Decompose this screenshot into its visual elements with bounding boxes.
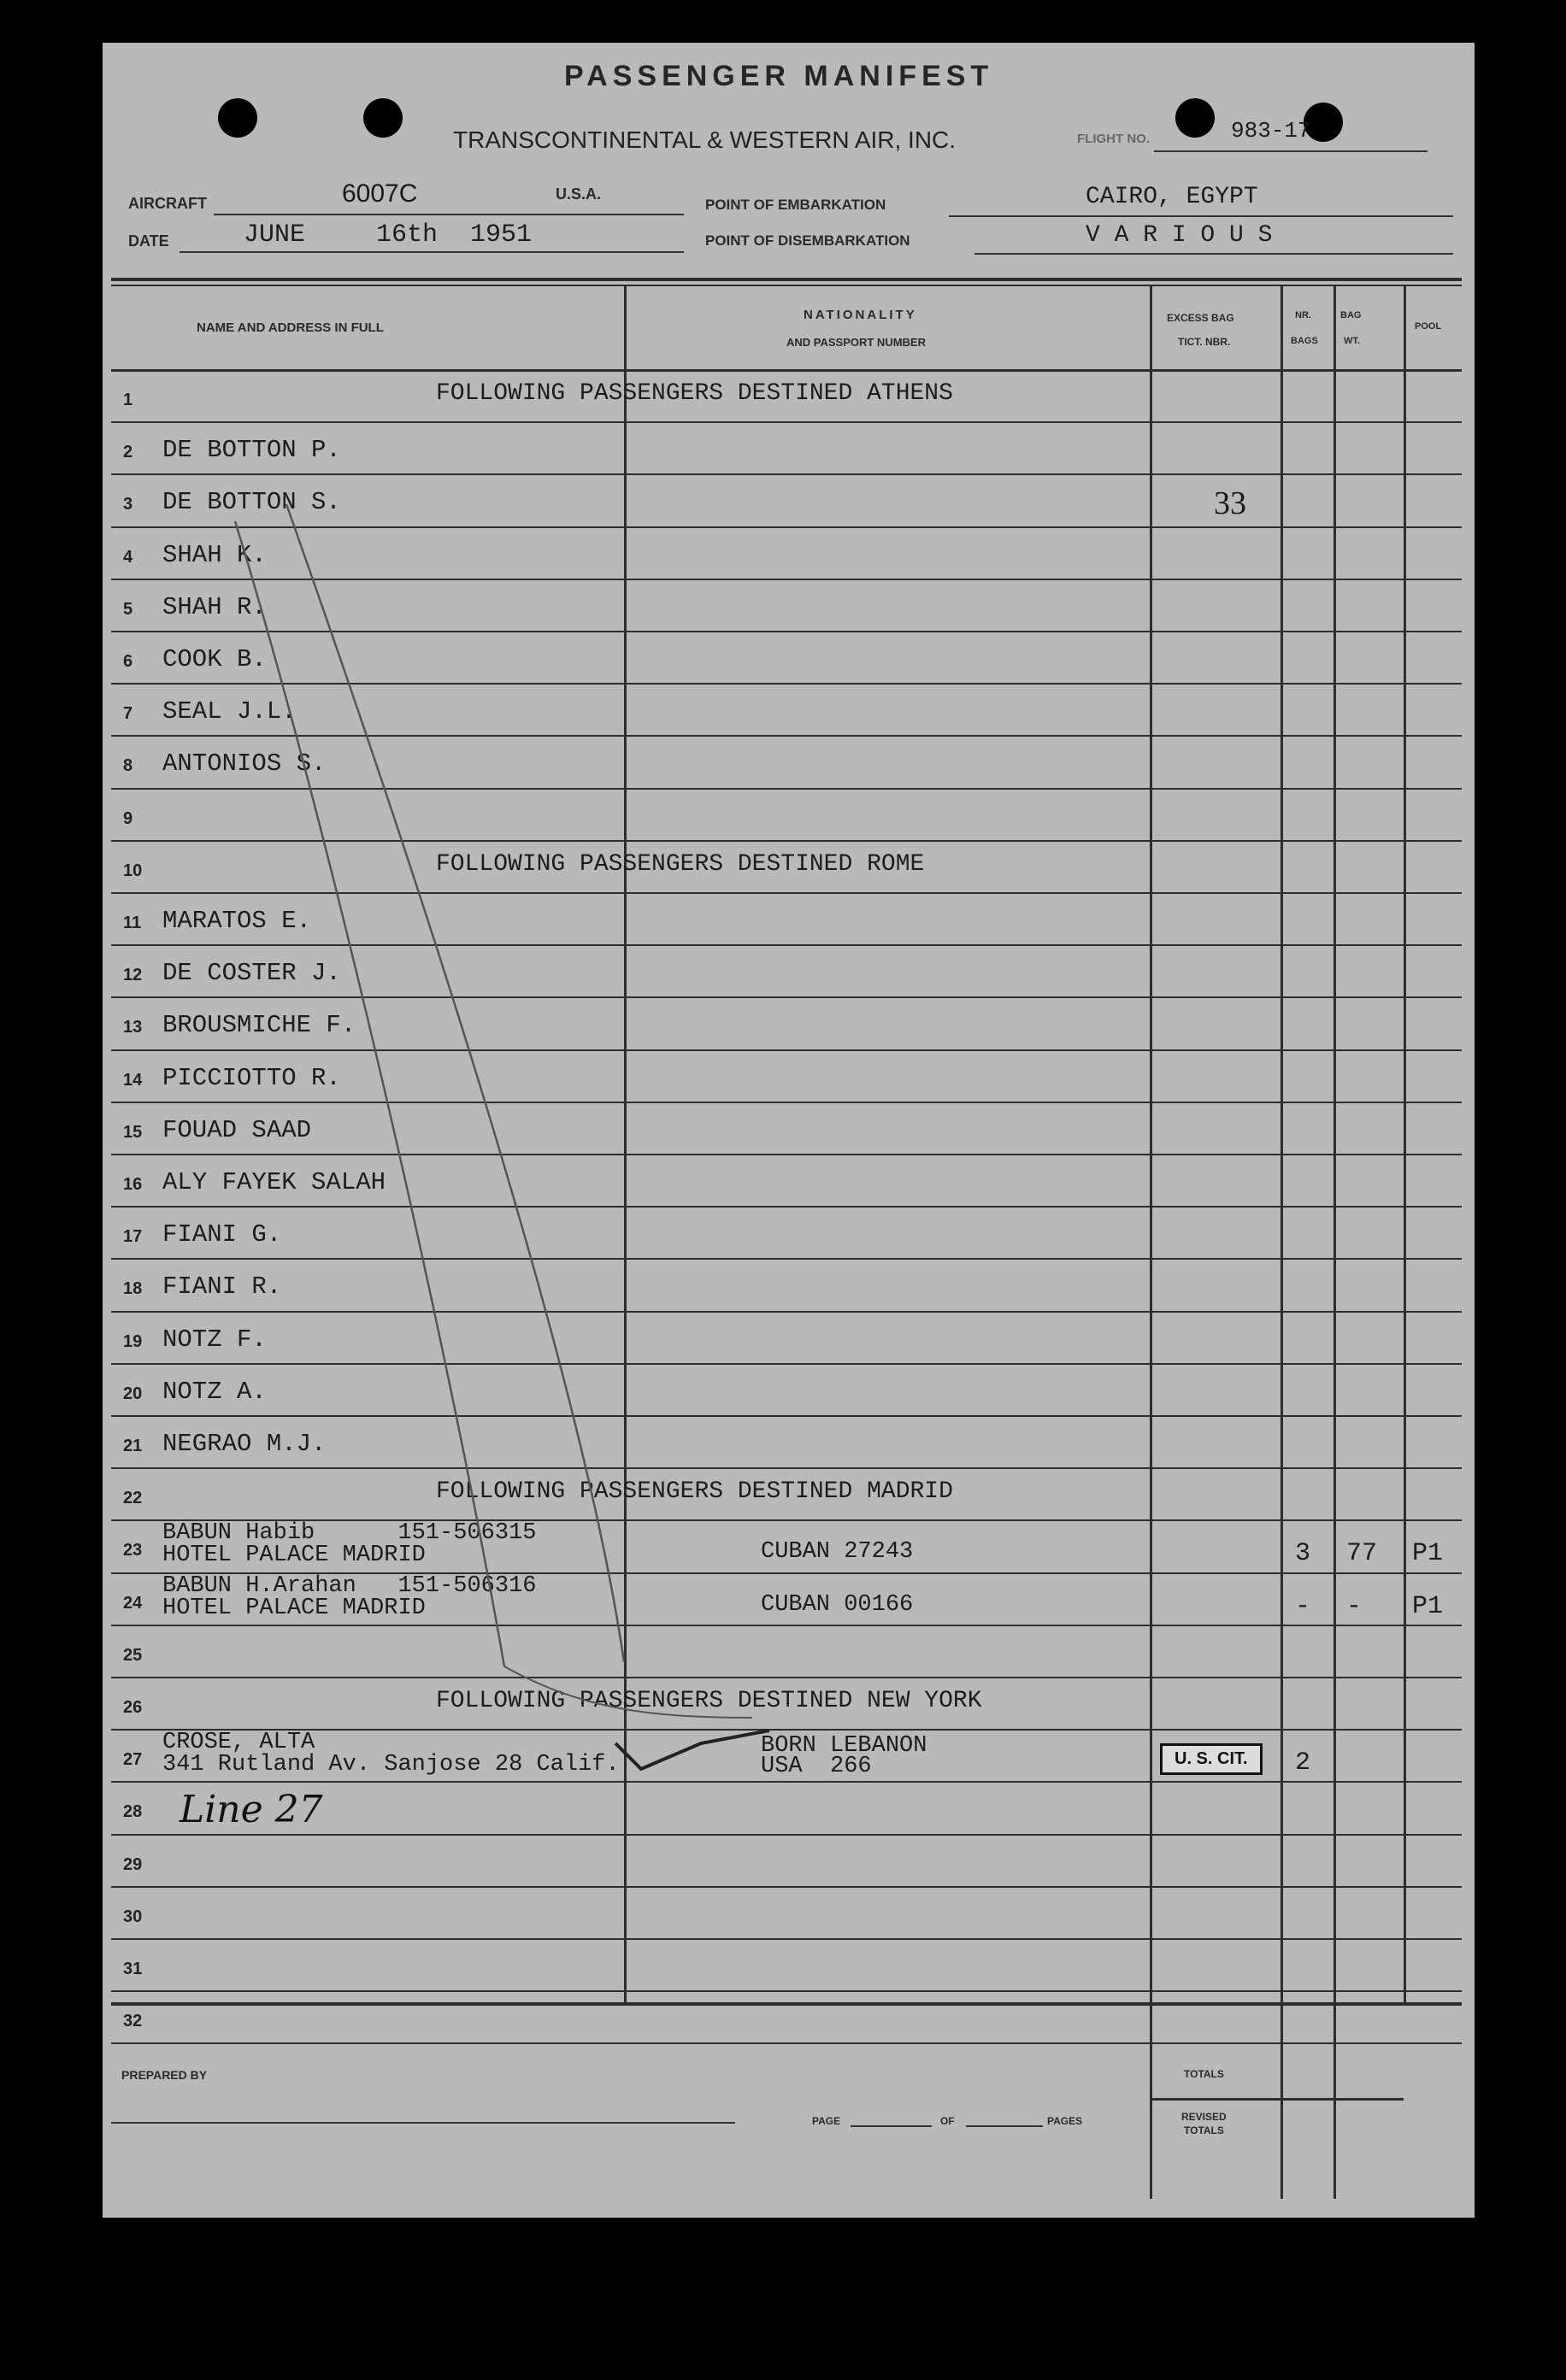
passenger-name: DE BOTTON P.: [162, 436, 341, 465]
passenger-name: NEGRAO M.J.: [162, 1430, 327, 1458]
passenger-name: DE BOTTON S.: [162, 488, 341, 517]
pool-code: P1: [1412, 1539, 1444, 1569]
col-header-nbags-2: BAGS: [1291, 336, 1318, 346]
passenger-name: FIANI R.: [162, 1272, 282, 1302]
of-label: OF: [940, 2115, 955, 2127]
flight-number: 983-17: [1231, 118, 1311, 144]
number-of-bags: 3: [1295, 1539, 1311, 1569]
row-number: 17: [123, 1227, 143, 1247]
embark-value: CAIRO, EGYPT: [1086, 184, 1258, 210]
nationality-passport: BORN LEBANON: [761, 1733, 927, 1760]
passenger-name: ANTONIOS S.: [162, 749, 327, 779]
row-number: 22: [123, 1489, 143, 1508]
row-number: 20: [123, 1384, 143, 1403]
pool-code: P1: [1412, 1591, 1444, 1621]
passenger-name: FIANI G.: [162, 1220, 282, 1249]
passenger-name: CROSE, ALTA: [162, 1730, 315, 1756]
destination-heading: FOLLOWING PASSENGERS DESTINED MADRID: [436, 1478, 953, 1506]
passenger-name: SHAH R.: [162, 592, 267, 621]
passenger-name: SHAH K.: [162, 540, 267, 569]
row-number: 15: [123, 1122, 143, 1142]
pencil-strike-marks: [103, 43, 1475, 2218]
revised-totals-label-2: TOTALS: [1184, 2124, 1224, 2136]
row-number: 3: [123, 495, 133, 514]
form-title: PASSENGER MANIFEST: [564, 60, 994, 92]
row-number: 27: [123, 1750, 143, 1770]
date-day: 16th: [376, 220, 439, 250]
company-name: TRANSCONTINENTAL & WESTERN AIR, INC.: [453, 126, 957, 153]
aircraft-value: 6007C: [342, 179, 418, 208]
passenger-name: MARATOS E.: [162, 907, 312, 935]
destination-heading: FOLLOWING PASSENGERS DESTINED ROME: [436, 850, 925, 878]
row-number: 19: [123, 1331, 143, 1351]
passenger-name: ALY FAYEK SALAH: [162, 1168, 386, 1196]
page-label: PAGE: [812, 2115, 841, 2127]
destination-heading: FOLLOWING PASSENGERS DESTINED NEW YORK: [436, 1688, 982, 1714]
row-number: 2: [123, 443, 133, 462]
passenger-name: PICCIOTTO R.: [162, 1063, 341, 1092]
excess-bag-ticket: 33: [1214, 485, 1246, 522]
handwritten-note: Line 27: [180, 1788, 323, 1832]
nationality-passport: CUBAN 00166: [761, 1591, 914, 1618]
passenger-name: NOTZ A.: [162, 1377, 267, 1406]
row-number: 7: [123, 704, 133, 724]
destination-heading: FOLLOWING PASSENGERS DESTINED ATHENS: [436, 380, 953, 407]
row-number: 10: [123, 861, 143, 880]
row-number: 14: [123, 1070, 143, 1090]
passenger-name: BABUN H.Arahan 151-506316: [162, 1572, 537, 1599]
row-number: 24: [123, 1593, 143, 1613]
row-number: 5: [123, 599, 133, 619]
col-header-pool: POOL: [1415, 321, 1442, 332]
row-number: 28: [123, 1802, 143, 1822]
bag-weight: -: [1346, 1591, 1363, 1621]
passenger-name: BROUSMICHE F.: [162, 1011, 356, 1040]
row-number: 26: [123, 1698, 143, 1717]
row-number: 23: [123, 1541, 143, 1560]
manifest-sheet: [103, 43, 1475, 2218]
date-month: JUNE: [244, 220, 306, 250]
totals-label: TOTALS: [1184, 2068, 1224, 2080]
row-number: 4: [123, 547, 133, 567]
embark-label: POINT OF EMBARKATION: [705, 197, 886, 213]
row-number: 29: [123, 1854, 143, 1874]
passenger-address: 341 Rutland Av. Sanjose 28 Calif.: [162, 1752, 620, 1778]
passenger-name: COOK B.: [162, 645, 267, 673]
passenger-address: HOTEL PALACE MADRID: [162, 1543, 426, 1569]
row-number: 16: [123, 1175, 143, 1194]
prepared-by-label: PREPARED BY: [121, 2068, 208, 2082]
disembark-label: POINT OF DISEMBARKATION: [705, 232, 910, 249]
bag-weight: 77: [1346, 1539, 1378, 1569]
pages-label: PAGES: [1047, 2115, 1083, 2127]
date-year: 1951: [470, 220, 533, 250]
row-number: 13: [123, 1018, 143, 1037]
passenger-name: SEAL J.L.: [162, 697, 297, 726]
row-number: 21: [123, 1437, 143, 1455]
row-number: 30: [123, 1907, 143, 1926]
col-header-nbags: NR.: [1295, 310, 1311, 320]
passenger-name: NOTZ F.: [162, 1325, 267, 1354]
col-header-excess-2: TICT. NBR.: [1178, 336, 1231, 348]
aircraft-label: AIRCRAFT: [128, 195, 207, 212]
passenger-name: FOUAD SAAD: [162, 1115, 312, 1144]
row-number: 11: [123, 914, 142, 932]
col-header-name: NAME AND ADDRESS IN FULL: [197, 320, 384, 335]
row-number: 31: [123, 1960, 143, 1978]
date-label: DATE: [128, 232, 169, 250]
col-header-bagwt: BAG: [1340, 310, 1362, 320]
col-header-nationality: NATIONALITY: [804, 308, 917, 322]
row-number: 18: [123, 1279, 143, 1299]
nationality-passport-line2: USA 266: [761, 1754, 872, 1780]
row-number: 12: [123, 966, 143, 985]
row-number: 9: [123, 808, 133, 828]
col-header-bagwt-2: WT.: [1344, 336, 1360, 346]
row-number: 6: [123, 652, 133, 671]
number-of-bags: 2: [1295, 1748, 1311, 1778]
col-header-passport: AND PASSPORT NUMBER: [786, 336, 926, 349]
aircraft-suffix: U.S.A.: [556, 185, 602, 203]
passenger-address: HOTEL PALACE MADRID: [162, 1595, 426, 1621]
nationality-passport: CUBAN 27243: [761, 1539, 914, 1566]
passenger-name: DE COSTER J.: [162, 959, 341, 988]
disembark-value: V A R I O U S: [1086, 222, 1273, 249]
row-number: 32: [123, 2012, 143, 2031]
flight-label: FLIGHT NO.: [1077, 132, 1150, 146]
row-number: 1: [123, 391, 133, 409]
passenger-name: BABUN Habib 151-506315: [162, 1520, 537, 1547]
revised-totals-label: REVISED: [1181, 2111, 1227, 2123]
number-of-bags: -: [1295, 1591, 1311, 1621]
col-header-excess: EXCESS BAG: [1167, 312, 1234, 324]
row-number: 25: [123, 1645, 143, 1665]
row-number: 8: [123, 756, 133, 776]
us-citizen-stamp: U. S. CIT.: [1160, 1743, 1263, 1775]
